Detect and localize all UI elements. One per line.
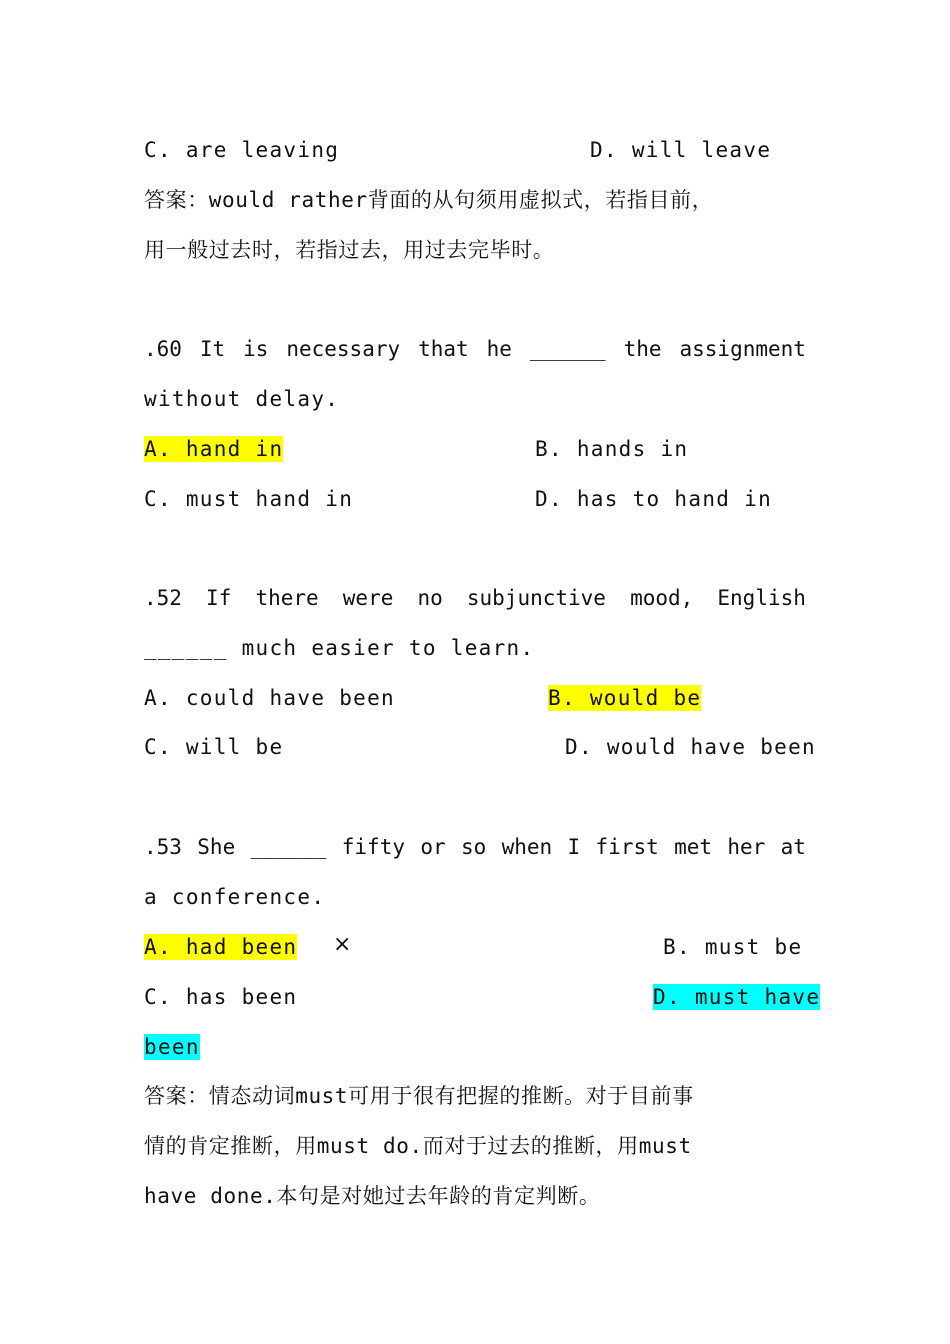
question-53-stem xyxy=(144,834,806,860)
question-53-stem-cont: a conference. xyxy=(144,885,326,909)
stem-word: If xyxy=(206,586,232,610)
stem-word: when xyxy=(501,835,553,859)
option-b: B. hands in xyxy=(535,437,689,461)
stem-word: I xyxy=(567,835,581,859)
option-a-chosen: A. had been xyxy=(144,935,298,959)
question-52-stem-cont: ______ much easier to learn. xyxy=(144,636,535,660)
stem-word: met xyxy=(674,835,713,859)
answer-explanation: 用一般过去时，若指过去，用过去完毕时。 xyxy=(144,238,555,262)
option-c: C. will be xyxy=(144,735,284,759)
option-d: D. has to hand in xyxy=(535,487,773,511)
stem-word: or xyxy=(420,835,446,859)
stem-word: subjunctive xyxy=(466,586,606,610)
option-d-correct: D. must have xyxy=(653,985,821,1009)
stem-word: mood, xyxy=(630,586,694,610)
stem-word: assignment xyxy=(679,337,806,361)
stem-word: ______ xyxy=(250,835,327,859)
option-c: C. must hand in xyxy=(144,487,354,511)
stem-word: fifty xyxy=(341,835,405,859)
option-d-correct-cont: been xyxy=(144,1035,200,1059)
question-60-stem-cont: without delay. xyxy=(144,387,340,411)
stem-word: .60 xyxy=(144,337,182,361)
stem-word: her xyxy=(727,835,766,859)
option-d: D. would have been xyxy=(565,735,816,759)
stem-word: She xyxy=(197,835,236,859)
stem-word: necessary xyxy=(286,337,401,361)
stem-word: the xyxy=(623,337,662,361)
stem-word: that xyxy=(418,337,469,361)
stem-word: first xyxy=(595,835,659,859)
option-b-correct: B. would be xyxy=(548,686,702,710)
stem-word: were xyxy=(342,586,394,610)
answer-explanation: 答案：情态动词must可用于很有把握的推断。对于目前事 xyxy=(144,1084,694,1108)
stem-word: .52 xyxy=(144,586,182,610)
stem-word: ______ xyxy=(529,337,606,361)
question-60-stem xyxy=(144,336,806,362)
option-a-correct: A. hand in xyxy=(144,437,284,461)
option-c: C. are leaving xyxy=(144,138,340,162)
stem-word: there xyxy=(255,586,319,610)
answer-explanation: 答案：would rather背面的从句须用虚拟式，若指目前， xyxy=(144,188,714,212)
stem-word: English xyxy=(717,586,806,610)
option-a: A. could have been xyxy=(144,686,395,710)
answer-explanation: have done.本句是对她过去年龄的肯定判断。 xyxy=(144,1184,601,1208)
option-c: C. has been xyxy=(144,985,298,1009)
stem-word: he xyxy=(486,337,512,361)
stem-word: so xyxy=(460,835,487,859)
wrong-mark-icon: × xyxy=(333,932,352,957)
stem-word: at xyxy=(780,835,806,859)
stem-word: .53 xyxy=(144,835,182,859)
answer-explanation: 情的肯定推断，用must do.而对于过去的推断，用must xyxy=(144,1134,692,1158)
stem-word: no xyxy=(417,586,443,610)
option-b: B. must be xyxy=(663,935,803,959)
stem-word: is xyxy=(243,337,269,361)
stem-word: It xyxy=(199,337,226,361)
question-52-stem xyxy=(144,585,806,611)
option-d: D. will leave xyxy=(590,138,772,162)
